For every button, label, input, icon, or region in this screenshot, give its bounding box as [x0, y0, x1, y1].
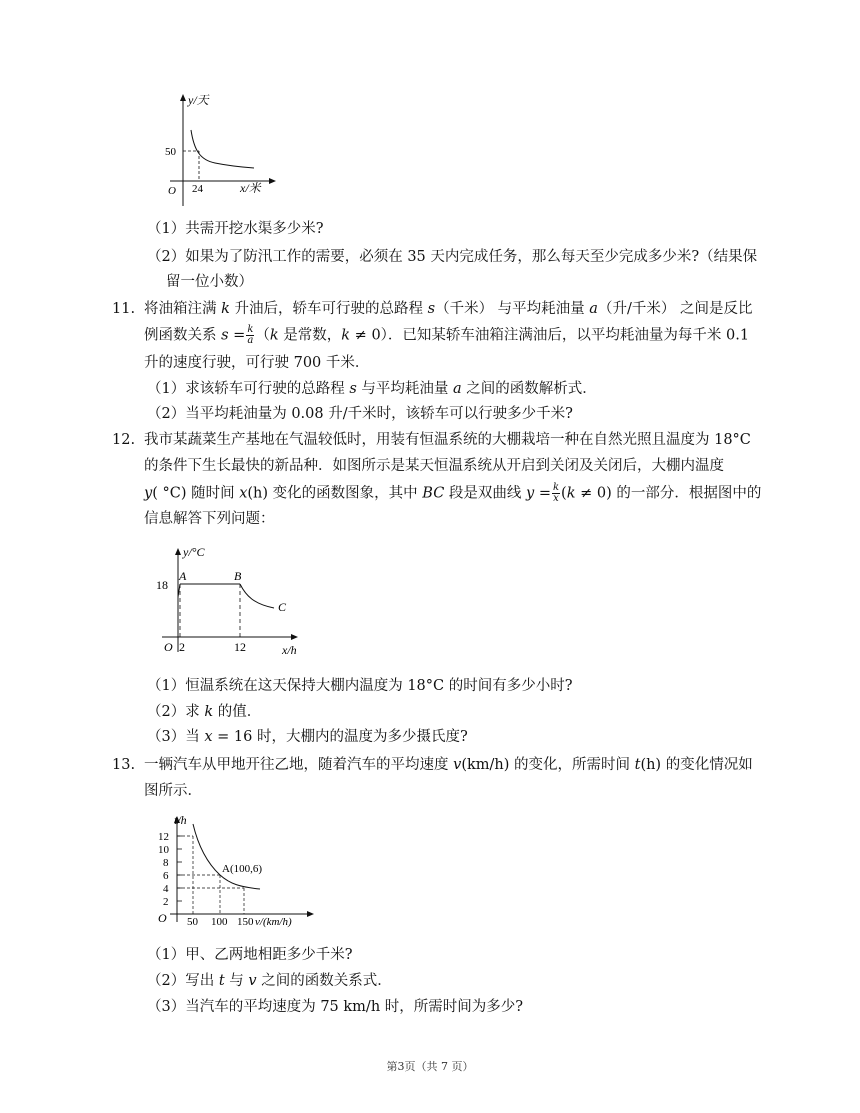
q12-line1: 我市某蔬菜生产基地在气温较低时，用装有恒温系统的大棚栽培一种在自然光照且温度为 18°C [144, 432, 751, 448]
q13-part2: （2）写出 t 与 v 之间的函数关系式． [147, 973, 392, 989]
fig3-ytick-12: 12 [158, 831, 169, 843]
fig3-ylabel: t/h [174, 813, 187, 827]
fig2-label-B: B [234, 569, 242, 583]
figure-greenhouse-temperature [150, 540, 310, 658]
fig1-ylabel: y/天 [188, 93, 209, 107]
figure-canal-graph [160, 88, 280, 213]
fig2-origin: O [164, 640, 173, 654]
q11-line2: 例函数关系 s = $\frac{k}{a}$ （k 是常数，k ≠ 0）．已知某轿车油箱注满油后，以平均耗油量为每千米 0.1 [144, 324, 750, 346]
fig2-label-C: C [278, 600, 287, 614]
fig2-label-A: A [179, 569, 187, 583]
q11-part1: （1）求该轿车可行驶的总路程 s 与平均耗油量 a 之间的函数解析式． [147, 381, 597, 397]
q12-part2: （2）求 k 的值． [147, 704, 262, 720]
fig3-ytick-10: 10 [158, 844, 169, 856]
q12-number: 12. [112, 432, 136, 448]
q12-part1: （1）恒温系统在这天保持大棚内温度为 18°C 的时间有多少小时? [147, 678, 573, 694]
fig3-ytick-8: 8 [163, 857, 169, 869]
q12-line3: y( °C) 随时间 x(h) 变化的函数图象，其中 BC 段是双曲线 y = $\frac{k}{x}$ (k ≠ 0) 的一部分．根据图中的 [144, 482, 762, 504]
fig1-origin: O [168, 185, 176, 197]
q11-line1: 将油箱注满 k 升油后，轿车可行驶的总路程 s（千米） 与平均耗油量 a（升/千米） 之间是反比 [144, 301, 753, 317]
figure-speed-time-graph [150, 810, 320, 928]
fig1-xtick: 24 [192, 183, 203, 195]
fig3-ytick-4: 4 [163, 883, 169, 895]
q13-line1: 一辆汽车从甲地开往乙地，随着汽车的平均速度 v(km/h) 的变化，所需时间 t(h) 的变化情况如 [144, 757, 753, 773]
fig3-xlabel: v/(km/h) [255, 916, 292, 928]
q13-line2: 图所示． [144, 783, 202, 799]
fig3-point-label: A(100,6) [222, 863, 263, 875]
q13-part3: （3）当汽车的平均速度为 75 km/h 时，所需时间为多少? [147, 999, 524, 1015]
q13-number: 13. [112, 757, 136, 773]
q12-part3: （3）当 x = 16 时，大棚内的温度为多少摄氏度? [147, 729, 468, 745]
fig1-xlabel: x/米 [240, 181, 261, 195]
fig3-ytick-6: 6 [163, 870, 169, 882]
fig3-xtick-150: 150 [237, 916, 254, 928]
q10-part2-line1: （2）如果为了防汛工作的需要，必须在 35 天内完成任务，那么每天至少完成多少米?（结果保 [147, 249, 758, 265]
fig2-xlabel: x/h [282, 643, 297, 657]
q11-number: 11. [112, 301, 136, 317]
page-footer: 第3页（共 7 页） [386, 1060, 474, 1073]
q10-part1: （1）共需开挖水渠多少米? [147, 221, 324, 237]
fig2-ytick: 18 [156, 578, 168, 592]
fig3-ytick-2: 2 [163, 896, 169, 908]
fig3-xtick-100: 100 [211, 916, 228, 928]
fig2-ylabel: y/°C [183, 545, 205, 559]
fig1-ytick: 50 [165, 146, 176, 158]
q11-line3: 升的速度行驶，可行驶 700 千米． [144, 355, 370, 371]
fig3-origin: O [158, 911, 167, 925]
fig2-x1: 2 [179, 640, 185, 654]
q13-part1: （1）甲、乙两地相距多少千米? [147, 947, 353, 963]
q12-line2: 的条件下生长最快的新品种．如图所示是某天恒温系统从开启到关闭及关闭后，大棚内温度 [144, 458, 724, 474]
fig2-x2: 12 [234, 640, 246, 654]
fig3-xtick-50: 50 [187, 916, 198, 928]
q12-line4: 信息解答下列问题： [144, 511, 275, 527]
q10-part2-line2: 留一位小数） [166, 274, 253, 290]
q11-part2: （2）当平均耗油量为 0.08 升/千米时，该轿车可以行驶多少千米? [147, 406, 573, 422]
